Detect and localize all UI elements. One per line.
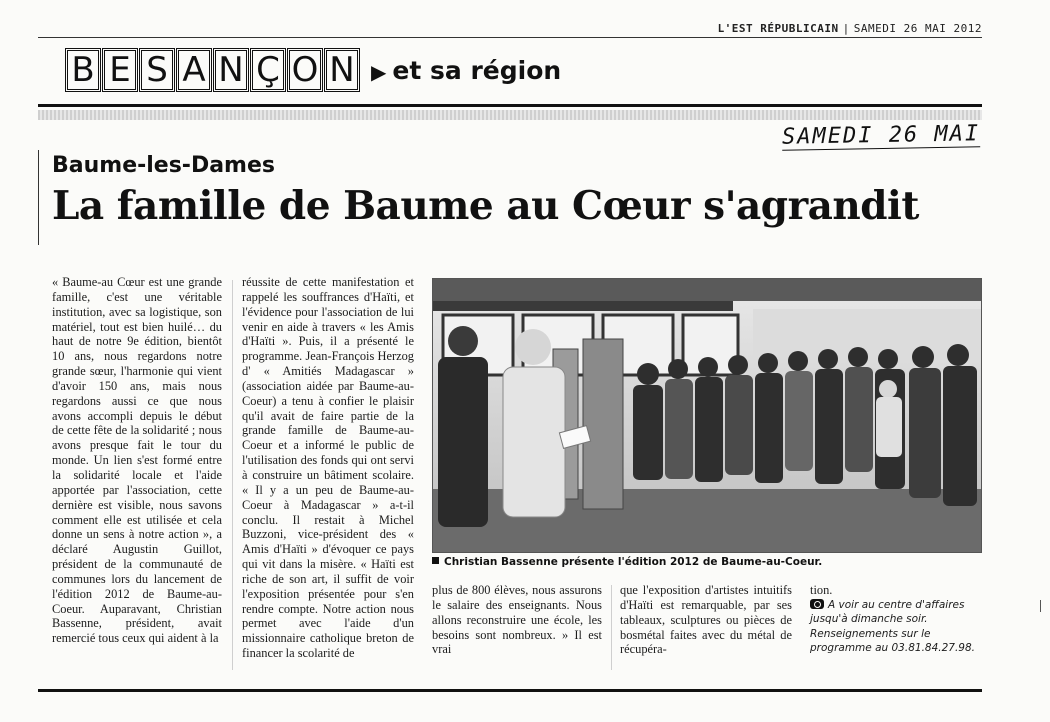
region-label: et sa région	[392, 55, 562, 85]
article-kicker: Baume-les-Dames	[52, 153, 275, 178]
info-line-2: Renseignements sur le programme au 03.81.84.27.98.	[810, 627, 975, 654]
city-letter: Ç	[252, 50, 284, 90]
column-rule	[232, 280, 233, 670]
practical-info	[810, 583, 990, 656]
city-letter: E	[104, 50, 136, 90]
city-letter: N	[326, 50, 358, 90]
column-text: « Baume-au Cœur est une grande famille, c'est une véritable institution, avec sa logistique, son matériel, tout est bien huilé… du haut de notre 9e édition, bientôt 10 ans, nous regardons notre grande sœur, l'harmonie qui vient d'avoir 150 ans, mais nous regardons aussi ce que nous avons accompli depuis le début de cette fête de la solidarité ; nous avons presque fait le tour du monde. Un lien s'est formé entre la solidarité locale et l'aide apportée par l'association, cette dernière est visible, nous savons comment elle est utilisée et cela donne un sens à notre action », a déclaré Augustin Guillot, président de la communauté de communes lors du lancement de l'édition 2012 de Baume-au-Coeur. Auparavant, Christian Bassenne, président, avait remercié tous ceux qui aident à la	[52, 275, 222, 646]
margin-mark	[1040, 600, 1041, 612]
info-line	[810, 598, 990, 627]
city-letter: A	[178, 50, 210, 90]
header-band	[38, 110, 982, 120]
photo-crowd-icon	[433, 279, 981, 552]
city-letter: N	[215, 50, 247, 90]
article-column-4	[620, 583, 792, 673]
bottom-rule	[38, 689, 982, 692]
section-region	[371, 56, 561, 85]
column-text: que l'exposition d'artistes intuitifs d'Haïti est remarquable, par ses tableaux, sculptures ou pièces de bosmétal faites avec du métal de récupéra-	[620, 583, 792, 657]
article-column-1	[52, 275, 222, 675]
city-letter: O	[289, 50, 321, 90]
column-text: réussite de cette manifestation et rappelé les souffrances d'Haïti, et l'évidence pour l'association de lui venir en aide à travers « les Amis d'Haïti ». Puis, il a présenté le programme. Jean-François Herzog d' « Amitiés Madagascar » (association aidée par Baume-au-Coeur) a tenu à confier le plaisir qu'il avait de faire partie de la grande famille de Baume-au-Coeur et a informé le public de l'utilisation des fonds qui ont servi à construire un bâtiment scolaire. « Il y a un peu de Baume-au-Coeur à Madagascar » a-t-il conclu. Il restait à Michel Buzzoni, vice-président des « Amis d'Haïti » d'évoquer ce pays qui vit dans la misère. « Haïti est riche de son art, il suffit de voir l'exposition présentée pour s'en rendre compte. Notre action nous permet avec l'aide d'un missionnaire catholique breton de financer la scolarité de	[242, 275, 414, 661]
caption-text: Christian Bassenne présente l'édition 2012 de Baume-au-Coeur.	[444, 556, 823, 568]
column-text: plus de 800 élèves, nous assurons le salaire des enseignants. Nous allons reconstruire une école, les besoins sont nombreux. » Il est vrai	[432, 583, 602, 657]
section-header	[67, 50, 561, 90]
masthead	[718, 22, 982, 35]
caption-bullet-icon	[432, 557, 439, 564]
column-text: tion.	[810, 583, 833, 597]
headline-rule	[38, 150, 39, 245]
column-rule	[611, 585, 612, 670]
header-rule	[38, 104, 982, 107]
article-column-2	[242, 275, 414, 675]
info-line-1: A voir au centre d'affaires jusqu'à dimanche soir.	[810, 598, 965, 625]
newspaper-name: L'EST RÉPUBLICAIN	[717, 22, 839, 35]
triangle-right-icon: ▶	[371, 59, 387, 84]
article-headline: La famille de Baume au Cœur s'agrandit	[52, 183, 919, 229]
masthead-separator: |	[842, 22, 850, 35]
camera-icon	[810, 599, 824, 609]
top-rule	[38, 37, 982, 38]
article-column-3	[432, 583, 602, 673]
city-letter: S	[141, 50, 173, 90]
handwritten-date: SAMEDI 26 MAI	[781, 121, 981, 150]
issue-date: SAMEDI 26 MAI 2012	[853, 22, 982, 35]
article-photo	[432, 278, 982, 553]
city-letter: B	[67, 50, 99, 90]
photo-caption	[432, 556, 982, 568]
